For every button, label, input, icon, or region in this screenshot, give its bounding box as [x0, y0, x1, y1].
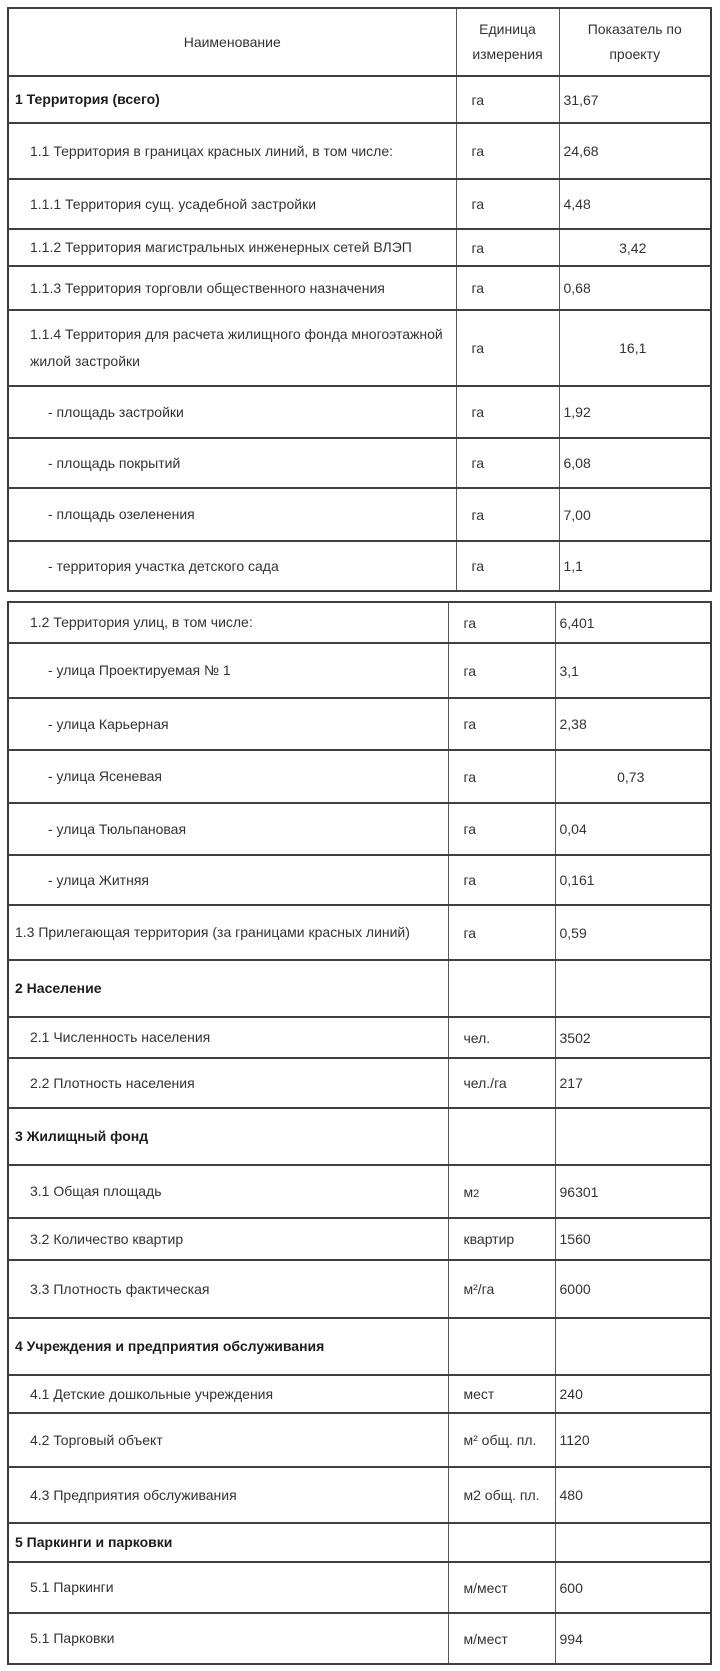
indicators-table-main — [7, 7, 712, 592]
cell-value: 31,67 — [559, 76, 711, 123]
cell-name: - улица Тюльпановая — [8, 803, 448, 855]
cell-value: 3,1 — [555, 643, 711, 698]
table-main-body — [8, 76, 711, 591]
cell-value: 2,38 — [555, 698, 711, 750]
table-row — [8, 1165, 711, 1218]
cell-unit — [448, 1523, 555, 1562]
cell-name: 4.2 Торговый объект — [8, 1413, 448, 1467]
unit-small-digit: 2 — [473, 1187, 480, 1200]
cell-unit: м/мест — [448, 1613, 555, 1664]
cell-value: 96301 — [555, 1165, 711, 1218]
column-header-name: Наименование — [8, 8, 456, 76]
table-row — [8, 698, 711, 750]
cell-name: 5.1 Паркинги — [8, 1562, 448, 1613]
table-row — [8, 386, 711, 438]
table-row — [8, 1318, 711, 1375]
table-row — [8, 1108, 711, 1165]
table-row — [8, 750, 711, 803]
table-row — [8, 488, 711, 541]
cell-name: 1.1.1 Территория сущ. усадебной застройки — [8, 179, 456, 229]
cell-name: 1.1.3 Территория торговли общественного назначения — [8, 266, 456, 310]
cell-name: 4.1 Детские дошкольные учреждения — [8, 1375, 448, 1413]
table-row — [8, 960, 711, 1017]
table-gap — [7, 592, 720, 601]
cell-name: 1.2 Территория улиц, в том числе: — [8, 602, 448, 643]
cell-value: 6,401 — [555, 602, 711, 643]
cell-name: - улица Проектируемая № 1 — [8, 643, 448, 698]
table-row — [8, 1375, 711, 1413]
cell-unit: га — [456, 179, 559, 229]
cell-unit: га — [448, 803, 555, 855]
cell-unit: м²/га — [448, 1260, 555, 1318]
cell-value: 0,04 — [555, 803, 711, 855]
cell-value: 0,73 — [555, 750, 711, 803]
cell-unit: га — [456, 310, 559, 386]
table-row — [8, 1058, 711, 1108]
table-row — [8, 602, 711, 643]
table-continued-body — [8, 602, 711, 1664]
cell-unit — [448, 1318, 555, 1375]
table-row — [8, 179, 711, 229]
table-row — [8, 1017, 711, 1058]
cell-value: 217 — [555, 1058, 711, 1108]
cell-unit: га — [456, 229, 559, 266]
column-header-unit: Единица измерения — [456, 8, 559, 76]
cell-value: 480 — [555, 1467, 711, 1523]
cell-unit: м/мест — [448, 1562, 555, 1613]
cell-name: 3.1 Общая площадь — [8, 1165, 448, 1218]
cell-value: 0,161 — [555, 855, 711, 905]
cell-name: 1.1.4 Территория для расчета жилищного фонда многоэтажной жилой застройки — [8, 310, 456, 386]
cell-unit — [448, 960, 555, 1017]
cell-unit: га — [456, 123, 559, 179]
cell-value — [555, 1108, 711, 1165]
table-row — [8, 1562, 711, 1613]
cell-unit: м2 — [448, 1165, 555, 1218]
cell-value — [555, 960, 711, 1017]
cell-value: 994 — [555, 1613, 711, 1664]
cell-unit: га — [456, 488, 559, 541]
cell-name: 1.1.2 Территория магистральных инженерных сетей ВЛЭП — [8, 229, 456, 266]
cell-name: 2 Население — [8, 960, 448, 1017]
cell-value: 3502 — [555, 1017, 711, 1058]
cell-unit: га — [456, 266, 559, 310]
cell-unit: га — [448, 643, 555, 698]
cell-value — [555, 1318, 711, 1375]
table-row — [8, 855, 711, 905]
table-row — [8, 1413, 711, 1467]
table-row — [8, 266, 711, 310]
cell-value: 24,68 — [559, 123, 711, 179]
cell-unit: м2 общ. пл. — [448, 1467, 555, 1523]
cell-unit: га — [456, 438, 559, 488]
cell-value: 3,42 — [559, 229, 711, 266]
cell-name: - площадь озеленения — [8, 488, 456, 541]
table-row — [8, 1467, 711, 1523]
cell-unit: га — [456, 76, 559, 123]
cell-unit: чел./га — [448, 1058, 555, 1108]
cell-value: 1560 — [555, 1218, 711, 1260]
cell-unit — [448, 1108, 555, 1165]
cell-value: 6,08 — [559, 438, 711, 488]
table-row — [8, 229, 711, 266]
cell-value: 0,68 — [559, 266, 711, 310]
table-row — [8, 803, 711, 855]
cell-name: 5 Паркинги и парковки — [8, 1523, 448, 1562]
cell-value: 1120 — [555, 1413, 711, 1467]
cell-name: 5.1 Парковки — [8, 1613, 448, 1664]
cell-value — [555, 1523, 711, 1562]
cell-value: 16,1 — [559, 310, 711, 386]
cell-value: 6000 — [555, 1260, 711, 1318]
cell-name: 1.1 Территория в границах красных линий, в том числе: — [8, 123, 456, 179]
cell-unit: га — [448, 602, 555, 643]
indicators-table-continued — [7, 601, 712, 1665]
cell-name: - площадь застройки — [8, 386, 456, 438]
table-header-row — [8, 8, 711, 76]
cell-name: - улица Житняя — [8, 855, 448, 905]
cell-name: - площадь покрытий — [8, 438, 456, 488]
cell-value: 240 — [555, 1375, 711, 1413]
cell-name: 4.3 Предприятия обслуживания — [8, 1467, 448, 1523]
table-row — [8, 643, 711, 698]
table-row — [8, 1613, 711, 1664]
column-header-value: Показатель по проекту — [559, 8, 711, 76]
cell-unit: чел. — [448, 1017, 555, 1058]
cell-unit: га — [448, 905, 555, 960]
cell-unit: м² общ. пл. — [448, 1413, 555, 1467]
table-row — [8, 905, 711, 960]
table-row — [8, 76, 711, 123]
cell-unit: га — [448, 855, 555, 905]
cell-unit: га — [456, 386, 559, 438]
cell-name: 1.3 Прилегающая территория (за границами красных линий) — [8, 905, 448, 960]
table-row — [8, 1523, 711, 1562]
cell-unit: квартир — [448, 1218, 555, 1260]
cell-name: 2.1 Численность населения — [8, 1017, 448, 1058]
cell-name: - территория участка детского сада — [8, 541, 456, 591]
cell-name: 2.2 Плотность населения — [8, 1058, 448, 1108]
cell-unit: мест — [448, 1375, 555, 1413]
cell-value: 600 — [555, 1562, 711, 1613]
cell-name: 3.2 Количество квартир — [8, 1218, 448, 1260]
table-row — [8, 1218, 711, 1260]
cell-value: 7,00 — [559, 488, 711, 541]
table-row — [8, 310, 711, 386]
cell-name: 3 Жилищный фонд — [8, 1108, 448, 1165]
cell-value: 0,59 — [555, 905, 711, 960]
cell-value: 4,48 — [559, 179, 711, 229]
cell-unit: га — [456, 541, 559, 591]
table-row — [8, 1260, 711, 1318]
table-row — [8, 123, 711, 179]
cell-name: - улица Карьерная — [8, 698, 448, 750]
table-row — [8, 541, 711, 591]
cell-unit: га — [448, 750, 555, 803]
cell-name: 4 Учреждения и предприятия обслуживания — [8, 1318, 448, 1375]
cell-value: 1,1 — [559, 541, 711, 591]
cell-name: 3.3 Плотность фактическая — [8, 1260, 448, 1318]
cell-name: - улица Ясеневая — [8, 750, 448, 803]
cell-value: 1,92 — [559, 386, 711, 438]
cell-unit: га — [448, 698, 555, 750]
cell-name: 1 Территория (всего) — [8, 76, 456, 123]
table-row — [8, 438, 711, 488]
